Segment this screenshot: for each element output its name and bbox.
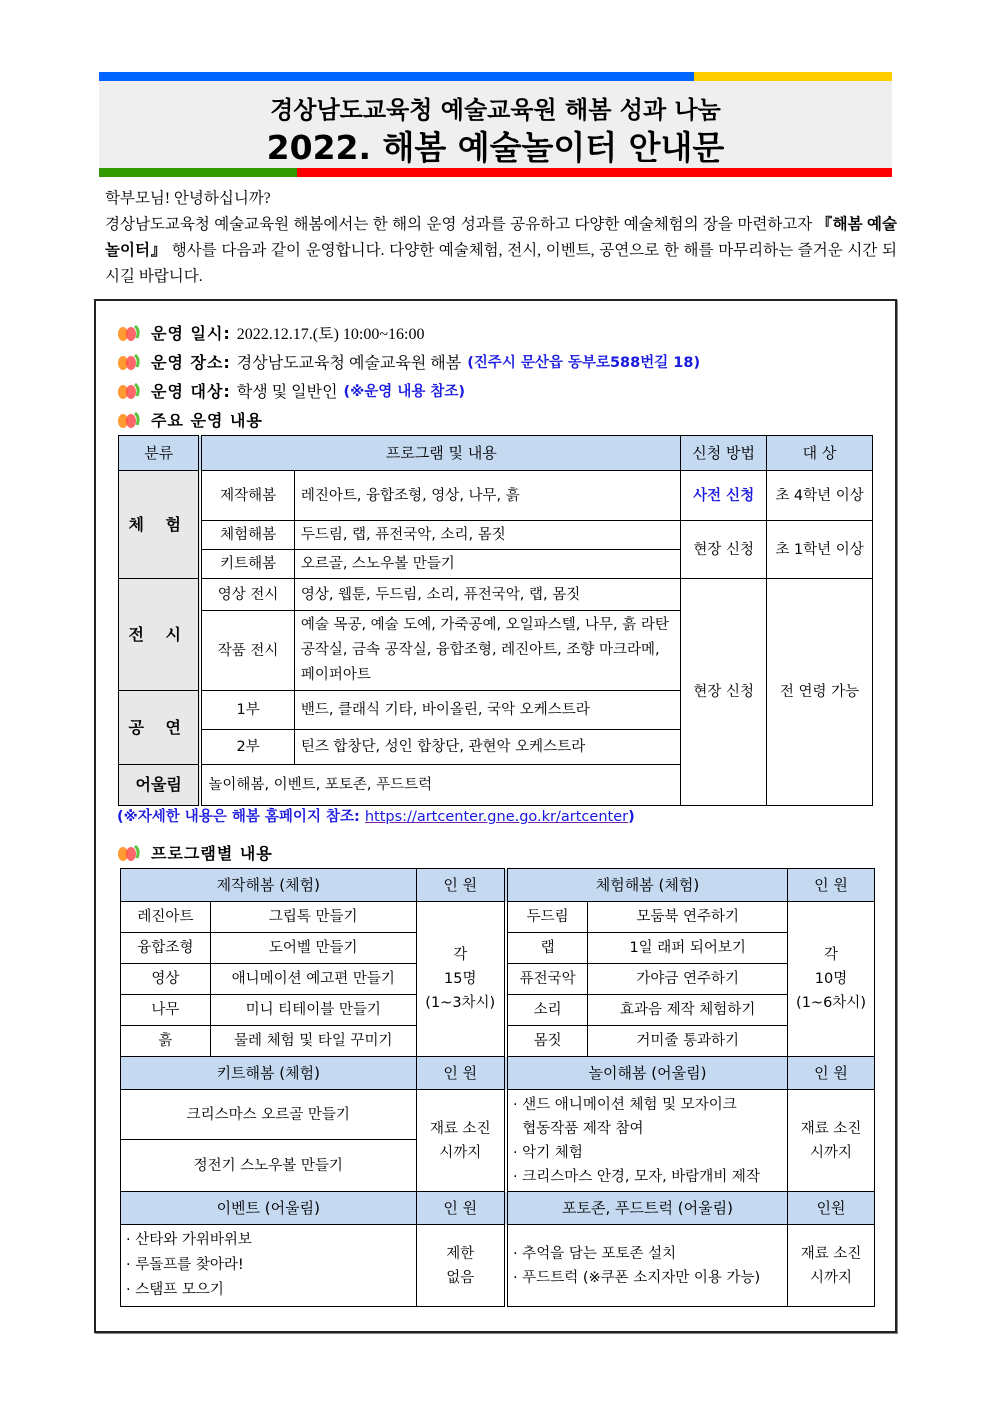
header-capacity: 인 원 xyxy=(416,869,506,902)
header-method: 신청 방법 xyxy=(681,436,767,471)
capacity-line: 시까지 xyxy=(810,1144,853,1161)
info-place xyxy=(117,349,700,373)
play-item: · 크리스마스 안경, 모자, 바람개비 제작 xyxy=(512,1168,760,1185)
table-row xyxy=(121,1090,875,1140)
program-name: 제작해봄 xyxy=(200,471,294,521)
capacity-line: 재료 소진 xyxy=(429,1120,491,1137)
header-capacity: 인 원 xyxy=(788,869,875,902)
target-all-ages: 전 연령 가능 xyxy=(767,579,873,806)
intro-text xyxy=(95,186,897,290)
banner-title: 2022. 해봄 예술놀이터 안내문 xyxy=(266,128,725,167)
header-experience: 체험해봄 (체험) xyxy=(506,869,788,902)
kit-item: 크리스마스 오르골 만들기 xyxy=(121,1090,417,1140)
title-banner xyxy=(99,72,892,177)
info-date xyxy=(117,320,430,344)
header-capacity: 인 원 xyxy=(416,1192,506,1225)
target-value: 학생 및 일반인 xyxy=(236,383,338,401)
making-capacity xyxy=(416,902,506,1057)
banner-bottom-bar xyxy=(99,168,892,177)
item-name: 흙 xyxy=(121,1026,211,1057)
date-label: 운영 일시: xyxy=(151,323,231,343)
flame-bullet-icon xyxy=(117,842,141,862)
program-name: 1부 xyxy=(200,691,294,730)
program-desc: 두드림, 랩, 퓨전국악, 소리, 몸짓 xyxy=(294,521,680,550)
header-category: 분류 xyxy=(119,436,201,471)
green-bar-segment xyxy=(99,168,297,177)
item-name: 퓨전국악 xyxy=(506,964,588,995)
item-desc: 효과음 제작 체험하기 xyxy=(588,995,788,1026)
blue-bar-segment xyxy=(99,72,694,81)
program-name: 2부 xyxy=(200,730,294,765)
category-exhibition: 전 시 xyxy=(119,579,201,691)
program-name: 작품 전시 xyxy=(200,611,294,691)
greeting: 학부모님! 안녕하십니까? xyxy=(105,190,271,207)
item-name: 두드림 xyxy=(506,902,588,933)
item-name: 나무 xyxy=(121,995,211,1026)
info-main-heading xyxy=(117,407,269,431)
capacity-line: 15명 xyxy=(444,971,477,987)
program-desc: 오르골, 스노우볼 만들기 xyxy=(294,550,680,579)
method-onsite: 현장 신청 xyxy=(681,521,767,579)
item-desc: 1일 래퍼 되어보기 xyxy=(588,933,788,964)
intro-paragraph xyxy=(95,212,897,290)
banner-top-bar xyxy=(99,72,892,81)
header-event: 이벤트 (어울림) xyxy=(121,1192,417,1225)
item-desc: 물레 체험 및 타일 꾸미기 xyxy=(210,1026,416,1057)
item-desc: 거미줄 통과하기 xyxy=(588,1026,788,1057)
info-target xyxy=(117,378,465,402)
header-target: 대 상 xyxy=(767,436,873,471)
flame-bullet-icon xyxy=(117,351,141,371)
method-preregister: 사전 신청 xyxy=(681,471,767,521)
play-item: 협동작품 제작 참여 xyxy=(522,1120,644,1137)
table-row xyxy=(121,902,875,933)
category-experience: 체 험 xyxy=(119,471,201,579)
table-header-row xyxy=(119,436,873,471)
capacity-line: 제한 xyxy=(446,1245,475,1262)
homepage-note xyxy=(117,805,635,826)
table-row xyxy=(121,1225,875,1307)
yellow-bar-segment xyxy=(694,72,892,81)
flame-bullet-icon xyxy=(117,380,141,400)
program-table xyxy=(120,868,875,1307)
target-grade4: 초 4학년 이상 xyxy=(767,471,873,521)
intro-line2: 행사를 다음과 같이 운영합니다. 다양한 예술체험, 전시, 이벤트, 공연으로 한 해를 마무리하는 즐거운 시간 되시길 바랍니다. xyxy=(105,242,898,285)
play-items xyxy=(506,1090,788,1192)
event-capacity xyxy=(416,1225,506,1307)
method-onsite: 현장 신청 xyxy=(681,579,767,806)
kit-item: 정전기 스노우볼 만들기 xyxy=(121,1140,417,1192)
program-name: 영상 전시 xyxy=(200,579,294,611)
homepage-link[interactable]: https://artcenter.gne.go.kr/artcenter xyxy=(364,809,629,825)
capacity-line: (1~6차시) xyxy=(796,995,866,1011)
date-value: 2022.12.17.(토) 10:00~16:00 xyxy=(236,325,425,343)
header-capacity: 인 원 xyxy=(788,1057,875,1090)
event-items xyxy=(121,1225,417,1307)
header-photo-food: 포토존, 푸드트럭 (어울림) xyxy=(506,1192,788,1225)
flame-bullet-icon xyxy=(117,409,141,429)
capacity-line: 재료 소진 xyxy=(800,1120,862,1137)
overview-table xyxy=(118,435,873,806)
capacity-line: 각 xyxy=(453,947,468,963)
capacity-line: 없음 xyxy=(446,1269,475,1286)
program-heading: 프로그램별 내용 xyxy=(151,843,273,863)
place-label: 운영 장소: xyxy=(151,352,231,372)
event-name: 『해봄 예술놀이터』 xyxy=(105,216,897,259)
note-text: (※자세한 내용은 해봄 홈페이지 참조: xyxy=(117,809,365,825)
program-desc: 틴즈 합창단, 성인 합창단, 관현악 오케스트라 xyxy=(294,730,680,765)
item-desc: 도어벨 만들기 xyxy=(210,933,416,964)
kit-capacity xyxy=(416,1090,506,1192)
capacity-line: 10명 xyxy=(814,971,848,987)
place-value: 경상남도교육청 예술교육원 해봄 xyxy=(236,354,462,372)
header-capacity: 인원 xyxy=(788,1192,875,1225)
banner-subtitle: 경상남도교육청 예술교육원 해봄 성과 나눔 xyxy=(270,96,721,124)
photo-food-items xyxy=(506,1225,788,1307)
capacity-line: 재료 소진 xyxy=(800,1245,862,1262)
header-making: 제작해봄 (체험) xyxy=(121,869,417,902)
item-name: 레진아트 xyxy=(121,902,211,933)
info-program-heading xyxy=(117,840,279,864)
capacity-line: (1~3차시) xyxy=(425,995,496,1011)
table-row xyxy=(119,521,873,550)
category-together: 어울림 xyxy=(119,765,201,806)
header-capacity: 인 원 xyxy=(416,1057,506,1090)
item-desc: 애니메이션 예고편 만들기 xyxy=(210,964,416,995)
flame-bullet-icon xyxy=(117,322,141,342)
table-row xyxy=(119,471,873,521)
item-name: 랩 xyxy=(506,933,588,964)
note-close: ) xyxy=(628,809,635,825)
table-row xyxy=(119,579,873,611)
item-name: 소리 xyxy=(506,995,588,1026)
event-item: · 루돌프를 찾아라! xyxy=(126,1257,244,1273)
header-kit: 키트해봄 (체험) xyxy=(121,1057,417,1090)
header-program: 프로그램 및 내용 xyxy=(200,436,680,471)
item-desc: 가야금 연주하기 xyxy=(588,964,788,995)
program-desc: 영상, 웹툰, 두드림, 소리, 퓨전국악, 랩, 몸짓 xyxy=(294,579,680,611)
photo-food-item: · 푸드트럭 (※쿠폰 소지자만 이용 가능) xyxy=(512,1269,761,1286)
table-header-row xyxy=(121,869,875,902)
play-item: · 샌드 애니메이션 체험 및 모자이크 xyxy=(512,1096,737,1113)
play-item: · 악기 체험 xyxy=(512,1144,583,1161)
item-desc: 미니 티테이블 만들기 xyxy=(210,995,416,1026)
capacity-line: 시까지 xyxy=(439,1144,482,1161)
play-capacity xyxy=(788,1090,875,1192)
capacity-line: 시까지 xyxy=(810,1269,853,1286)
item-name: 몸짓 xyxy=(506,1026,588,1057)
red-bar-segment xyxy=(297,168,892,177)
program-desc: 레진아트, 융합조형, 영상, 나무, 흙 xyxy=(294,471,680,521)
target-note: (※운영 내용 참조) xyxy=(343,383,466,400)
item-name: 영상 xyxy=(121,964,211,995)
item-desc: 그립톡 만들기 xyxy=(210,902,416,933)
category-performance: 공 연 xyxy=(119,691,201,765)
place-address: (진주시 문산읍 동부로588번길 18) xyxy=(467,354,701,371)
main-content-heading: 주요 운영 내용 xyxy=(151,410,263,430)
target-grade1: 초 1학년 이상 xyxy=(767,521,873,579)
event-item: · 산타와 가위바위보 xyxy=(126,1232,252,1248)
table-header-row xyxy=(121,1057,875,1090)
capacity-line: 각 xyxy=(824,947,839,963)
table-header-row xyxy=(121,1192,875,1225)
header-play: 놀이해봄 (어울림) xyxy=(506,1057,788,1090)
program-desc: 밴드, 클래식 기타, 바이올린, 국악 오케스트라 xyxy=(294,691,680,730)
program-name: 키트해봄 xyxy=(200,550,294,579)
photo-food-item: · 추억을 담는 포토존 설치 xyxy=(512,1245,677,1262)
event-item: · 스탬프 모으기 xyxy=(126,1282,224,1298)
item-name: 융합조형 xyxy=(121,933,211,964)
program-desc: 예술 목공, 예술 도예, 가죽공예, 오일파스텔, 나무, 흙 라탄 공작실, 금속 공작실, 융합조형, 레진아트, 조향 마크라메, 페이퍼아트 xyxy=(294,611,680,691)
target-label: 운영 대상: xyxy=(151,381,231,401)
program-name: 체험해봄 xyxy=(200,521,294,550)
item-desc: 모둠북 연주하기 xyxy=(588,902,788,933)
intro-line1: 경상남도교육청 예술교육원 해봄에서는 한 해의 운영 성과를 공유하고 다양한 예술체험의 장을 마련하고자 xyxy=(105,216,817,233)
experience-capacity xyxy=(788,902,875,1057)
photo-food-capacity xyxy=(788,1225,875,1307)
program-desc: 놀이해봄, 이벤트, 포토존, 푸드트럭 xyxy=(200,765,680,806)
